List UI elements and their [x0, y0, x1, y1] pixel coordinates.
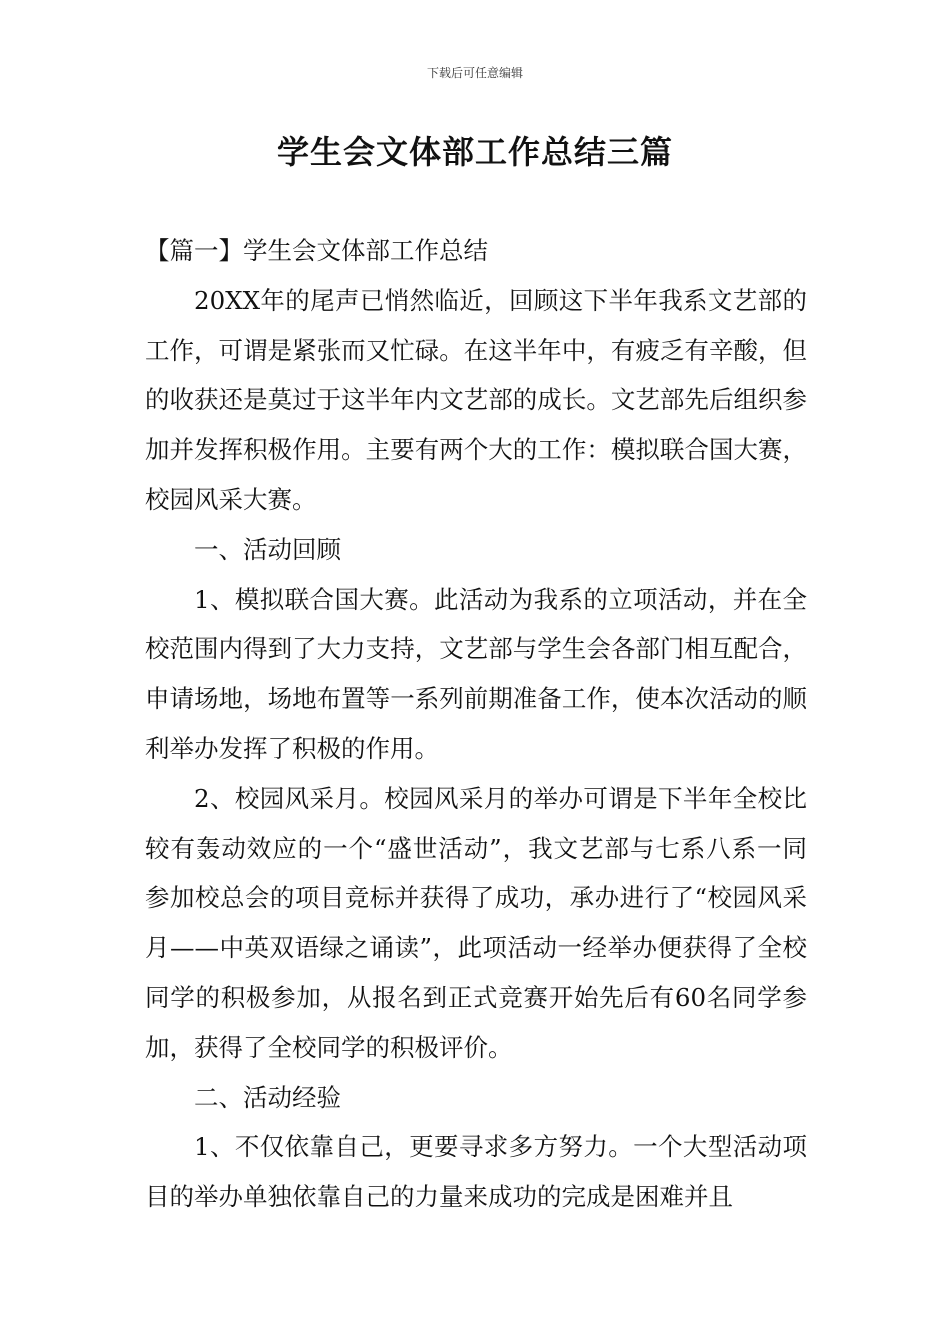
- section-heading: 【篇一】学生会文体部工作总结: [145, 236, 488, 265]
- document-body: [145, 226, 807, 1222]
- paragraph: 1、不仅依靠自己，更要寻求多方努力。一个大型活动项目的举办单独依靠自己的力量来成功的完成是困难并且: [145, 1132, 807, 1212]
- paragraph: 2、校园风采月。校园风采月的举办可谓是下半年全校比较有轰动效应的一个“盛世活动”，我文艺部与七系八系一同参加校总会的项目竞标并获得了成功，承办进行了“校园风采月——中英双语绿之诵读”，此项活动一经举办便获得了全校同学的积极参加，从报名到正式竞赛开始先后有60名同学参加，获得了全校同学的积极评价。: [145, 783, 807, 1062]
- subheading: 二、活动经验: [194, 1082, 341, 1112]
- subheading: 一、活动回顾: [194, 534, 341, 564]
- page-header-note: 下载后可任意编辑: [426, 66, 523, 80]
- paragraph: 20XX年的尾声已悄然临近，回顾这下半年我系文艺部的工作，可谓是紧张而又忙碌。在这半年中，有疲乏有辛酸，但的收获还是莫过于这半年内文艺部的成长。文艺部先后组织参加并发挥积极作用。主要有两个大的工作：模拟联合国大赛，校园风采大赛。: [145, 285, 807, 514]
- document-title: 学生会文体部工作总结三篇: [276, 133, 673, 171]
- paragraph: 1、模拟联合国大赛。此活动为我系的立项活动，并在全校范围内得到了大力支持，文艺部与学生会各部门相互配合，申请场地，场地布置等一系列前期准备工作，使本次活动的顺利举办发挥了积极的作用。: [145, 584, 807, 763]
